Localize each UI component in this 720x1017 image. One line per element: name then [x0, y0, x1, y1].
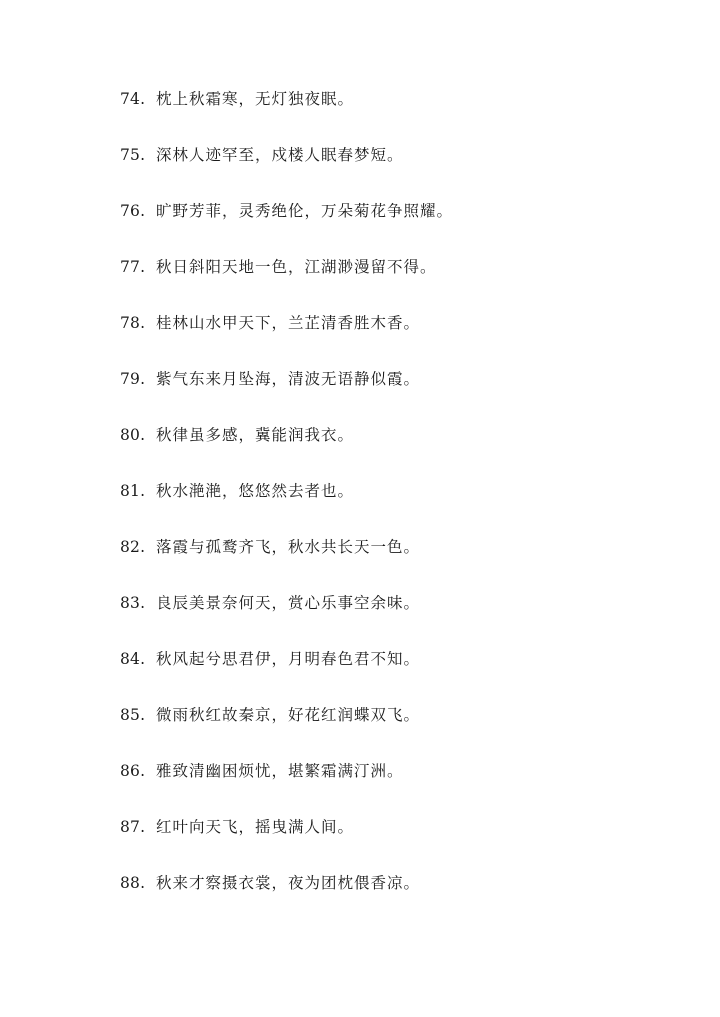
list-item: [120, 142, 680, 198]
list-item: [120, 366, 680, 422]
item-number: 88.: [120, 874, 146, 892]
item-number: 87.: [120, 818, 146, 836]
item-number: 82.: [120, 538, 146, 556]
verse-text: 良辰美景奈何天，赏心乐事空余味。: [156, 594, 421, 612]
item-number: 80.: [120, 426, 146, 444]
verse-text: 落霞与孤鹜齐飞，秋水共长天一色。: [156, 538, 421, 556]
item-number: 76.: [120, 202, 146, 220]
verse-text: 红叶向天飞，摇曳满人间。: [156, 818, 355, 836]
verse-text: 秋来才察摄衣裳，夜为团枕偎香凉。: [156, 874, 421, 892]
verse-text: 秋律虽多感，冀能润我衣。: [156, 426, 355, 444]
item-number: 74.: [120, 90, 146, 108]
list-item: [120, 422, 680, 478]
list-item: [120, 478, 680, 534]
item-number: 77.: [120, 258, 146, 276]
item-number: 86.: [120, 762, 146, 780]
verse-text: 秋日斜阳天地一色，江湖渺漫留不得。: [156, 258, 437, 276]
verse-text: 枕上秋霜寒，无灯独夜眠。: [156, 90, 355, 108]
list-item: [120, 870, 680, 926]
item-number: 78.: [120, 314, 146, 332]
list-item: [120, 702, 680, 758]
verse-text: 紫气东来月坠海，清波无语静似霞。: [156, 370, 421, 388]
list-item: [120, 254, 680, 310]
list-item: [120, 310, 680, 366]
verse-text: 旷野芳菲，灵秀绝伦，万朵菊花争照耀。: [156, 202, 454, 220]
item-number: 84.: [120, 650, 146, 668]
verse-text: 深林人迹罕至，戍楼人眠春梦短。: [156, 146, 404, 164]
verse-text: 秋风起兮思君伊，月明春色君不知。: [156, 650, 421, 668]
verse-text: 桂林山水甲天下，兰芷清香胜木香。: [156, 314, 421, 332]
verse-text: 秋水滟滟，悠悠然去者也。: [156, 482, 355, 500]
list-item: [120, 198, 680, 254]
numbered-verse-list: [120, 86, 680, 926]
verse-text: 雅致清幽困烦忧，堪繁霜满汀洲。: [156, 762, 404, 780]
item-number: 79.: [120, 370, 146, 388]
verse-text: 微雨秋红故秦京，好花红润蝶双飞。: [156, 706, 421, 724]
list-item: [120, 758, 680, 814]
item-number: 81.: [120, 482, 146, 500]
list-item: [120, 590, 680, 646]
item-number: 75.: [120, 146, 146, 164]
item-number: 85.: [120, 706, 146, 724]
list-item: [120, 814, 680, 870]
list-item: [120, 86, 680, 142]
list-item: [120, 646, 680, 702]
list-item: [120, 534, 680, 590]
item-number: 83.: [120, 594, 146, 612]
